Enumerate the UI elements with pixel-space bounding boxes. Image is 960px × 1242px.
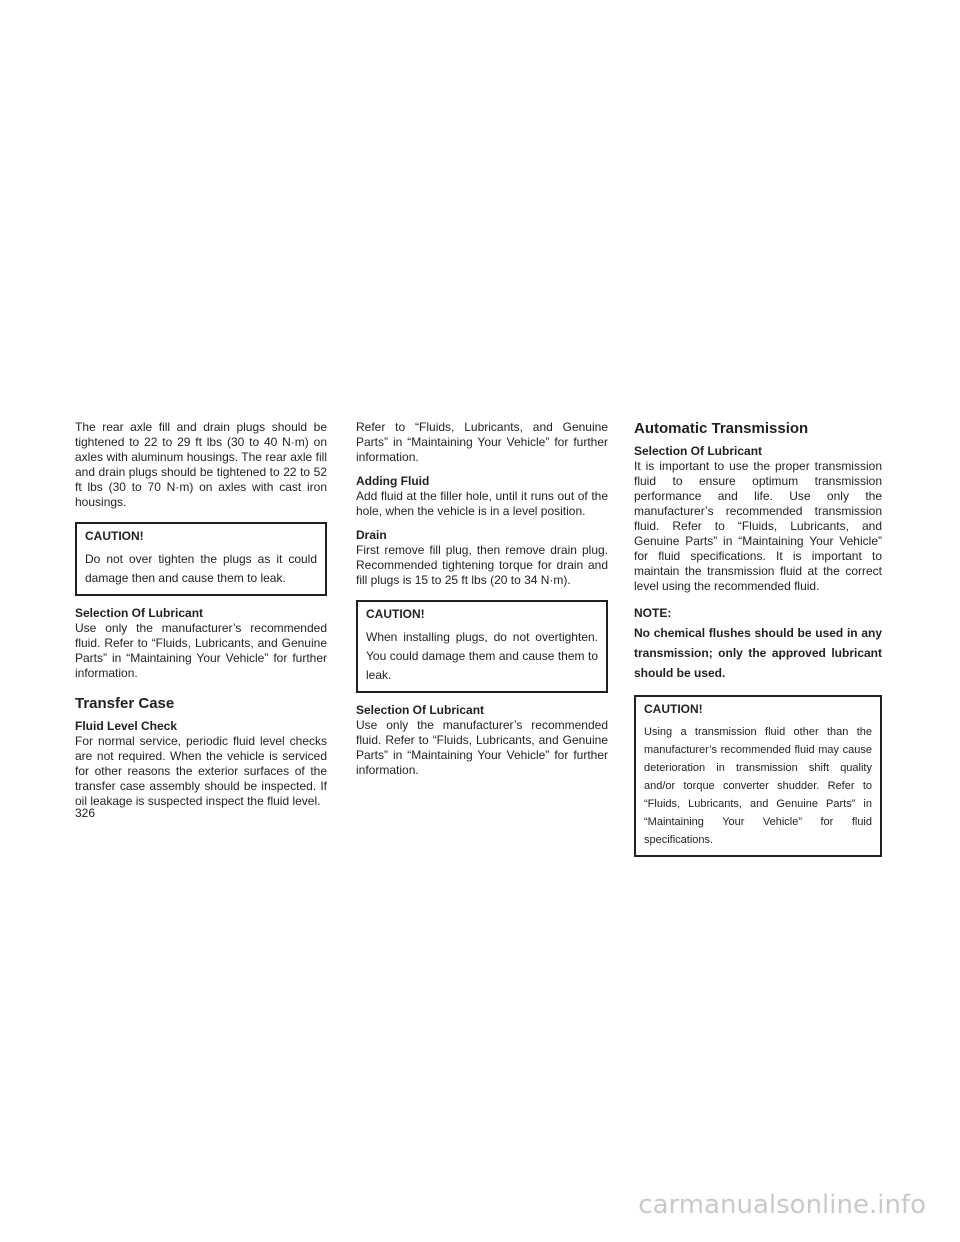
caution-text: When installing plugs, do not overtighten. You could damage them and cause them to leak. bbox=[366, 630, 598, 682]
adding-fluid-heading: Adding Fluid bbox=[356, 474, 430, 488]
adding-fluid-section bbox=[356, 474, 608, 519]
caution-box-overtighten bbox=[75, 522, 327, 596]
caution-title: CAUTION! bbox=[644, 702, 703, 716]
caution-title: CAUTION! bbox=[85, 529, 144, 543]
caution-text: Do not over tighten the plugs as it could damage then and cause them to leak. bbox=[85, 552, 317, 585]
drain-heading: Drain bbox=[356, 528, 387, 542]
drain-text: First remove fill plug, then remove drain plug. Recommended tightening torque for drain and fill plugs is 15 to 25 ft lbs (20 to 34 N·m). bbox=[356, 543, 608, 587]
column-left bbox=[75, 420, 327, 818]
automatic-transmission-title: Automatic Transmission bbox=[634, 420, 809, 437]
transmission-lubricant-section bbox=[634, 444, 882, 594]
caution-title: CAUTION! bbox=[366, 607, 425, 621]
caution-box-transmission-fluid bbox=[634, 695, 882, 857]
note-text: No chemical flushes should be used in any transmission; only the approved lubricant should be used. bbox=[634, 626, 882, 680]
transfer-case-lubricant-section bbox=[356, 703, 608, 778]
watermark-text: carmanualsonline.info bbox=[638, 1190, 926, 1220]
transfer-case-lubricant-text: Use only the manufacturer’s recommended fluid. Refer to “Fluids, Lubricants, and Genuine Parts” in “Maintaining Your Vehicle” for further information. bbox=[356, 718, 608, 777]
page-number: 326 bbox=[75, 806, 96, 820]
caution-box-installing-plugs bbox=[356, 600, 608, 693]
note-title: NOTE: bbox=[634, 606, 672, 620]
transmission-lubricant-text: It is important to use the proper transmission fluid to ensure optimum transmission performance and life. Use only the manufacturer’s recommended transmission fluid. Refer to “Fluids, Lubricants, and Genuine Parts” in “Maintaining Your Vehicle” for fluid specifications. It is important to maintain the transmission fluid at the correct level using the recommended fluid. bbox=[634, 459, 882, 593]
caution-text: Using a transmission fluid other than the manufacturer’s recommended fluid may cause deterioration in transmission shift quality and/or torque converter shudder. Refer to “Fluids, Lubricants, and Genuine Parts” in “Maintaining Your Vehicle” for fluid specifications. bbox=[644, 726, 872, 846]
fluid-level-check-heading: Fluid Level Check bbox=[75, 719, 178, 733]
note-block bbox=[634, 603, 882, 683]
fluid-level-check-text: For normal service, periodic fluid level checks are not required. When the vehicle is serviced for other reasons the exterior surfaces of the transfer case assembly should be inspected. If oil leakage is suspected inspect the fluid level. bbox=[75, 734, 327, 808]
transmission-lubricant-heading: Selection Of Lubricant bbox=[634, 444, 763, 458]
axle-lubricant-heading: Selection Of Lubricant bbox=[75, 606, 204, 620]
transfer-case-continued-text: Refer to “Fluids, Lubricants, and Genuine Parts” in “Maintaining Your Vehicle” for further information. bbox=[356, 420, 608, 464]
column-right bbox=[634, 420, 882, 867]
fluid-level-check-section bbox=[75, 719, 327, 809]
drain-section bbox=[356, 528, 608, 588]
transfer-case-lubricant-heading: Selection Of Lubricant bbox=[356, 703, 485, 717]
adding-fluid-text: Add fluid at the filler hole, until it runs out of the hole, when the vehicle is in a level position. bbox=[356, 489, 608, 518]
transfer-case-title: Transfer Case bbox=[75, 695, 175, 712]
axle-plug-torque-paragraph: The rear axle fill and drain plugs should be tightened to 22 to 29 ft lbs (30 to 40 N·m) on axles with aluminum housings. The rear axle fill and drain plugs should be tightened to 22 to 52 ft lbs (30 to 70 N·m) on axles with cast iron housings. bbox=[75, 420, 327, 509]
column-middle bbox=[356, 420, 608, 787]
axle-lubricant-section bbox=[75, 606, 327, 681]
axle-lubricant-text: Use only the manufacturer’s recommended fluid. Refer to “Fluids, Lubricants, and Genuine Parts” in “Maintaining Your Vehicle” for further information. bbox=[75, 621, 327, 680]
